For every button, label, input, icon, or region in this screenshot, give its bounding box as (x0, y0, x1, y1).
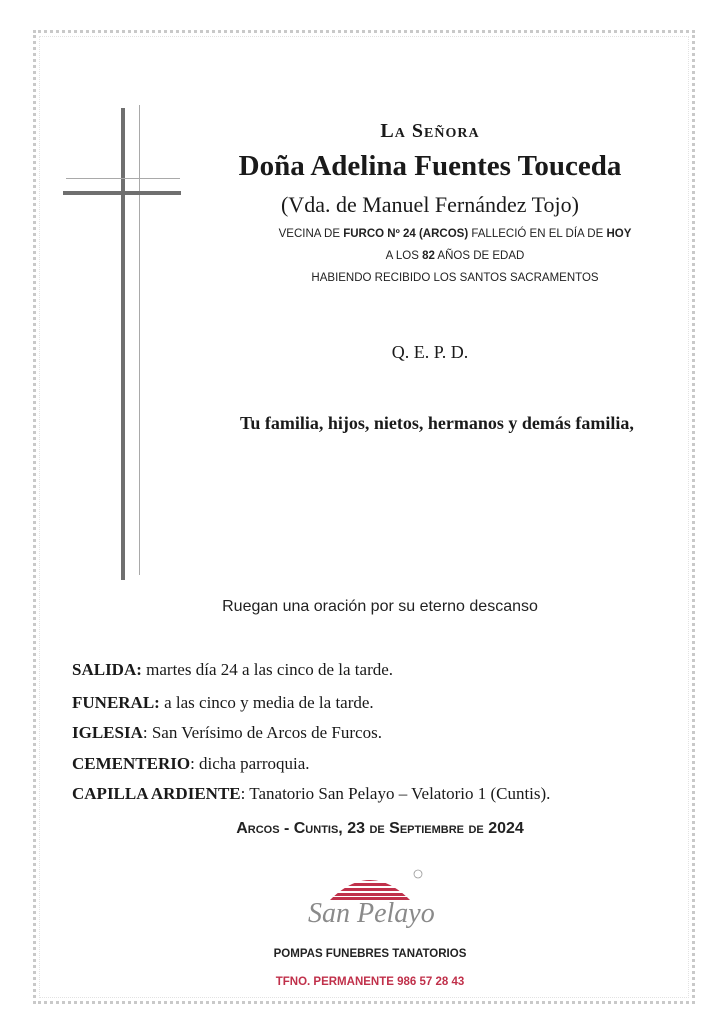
prayer-line: Ruegan una oración por su eterno descanso (222, 598, 538, 615)
title-la-senora: La Señora (380, 120, 480, 142)
info-iglesia: IGLESIA: San Verísimo de Arcos de Furcos. (72, 723, 382, 742)
tagline: POMPAS FUNEBRES TANATORIOS (273, 948, 467, 960)
phone-number: TFNO. PERMANENTE 986 57 28 43 (275, 976, 465, 988)
family-text: Tu familia, hijos, nietos, hermanos y demás familia, (240, 413, 634, 433)
info-capilla: CAPILLA ARDIENTE: Tanatorio San Pelayo – Velatorio 1 (Cuntis). (72, 784, 551, 803)
date-line: Arcos - Cuntis, 23 de Septiembre de 2024 (236, 820, 524, 837)
info-cementerio: CEMENTERIO: dicha parroquia. (72, 754, 310, 773)
sacraments-line: HABIENDO RECIBIDO LOS SANTOS SACRAMENTOS (311, 272, 599, 284)
qepd: Q. E. P. D. (391, 342, 469, 362)
info-salida: SALIDA: martes día 24 a las cinco de la tarde. (72, 660, 394, 679)
san-pelayo-logo (300, 862, 440, 942)
widow-of: (Vda. de Manuel Fernández Tojo) (280, 192, 579, 217)
info-funeral: FUNERAL: a las cinco y media de la tarde. (72, 693, 374, 712)
logo-text: San Pelayo (308, 898, 435, 929)
deceased-name: Doña Adelina Fuentes Touceda (238, 150, 622, 182)
age-line: A LOS 82 AÑOS DE EDAD (385, 250, 525, 262)
cross-vertical-line (139, 105, 140, 575)
cross-horizontal-bar (63, 191, 181, 195)
residence-line: VECINA DE FURCO Nº 24 (ARCOS) FALLECIÓ EN EL DÍA DE HOY (278, 228, 632, 240)
cross-horizontal-line (66, 178, 180, 179)
